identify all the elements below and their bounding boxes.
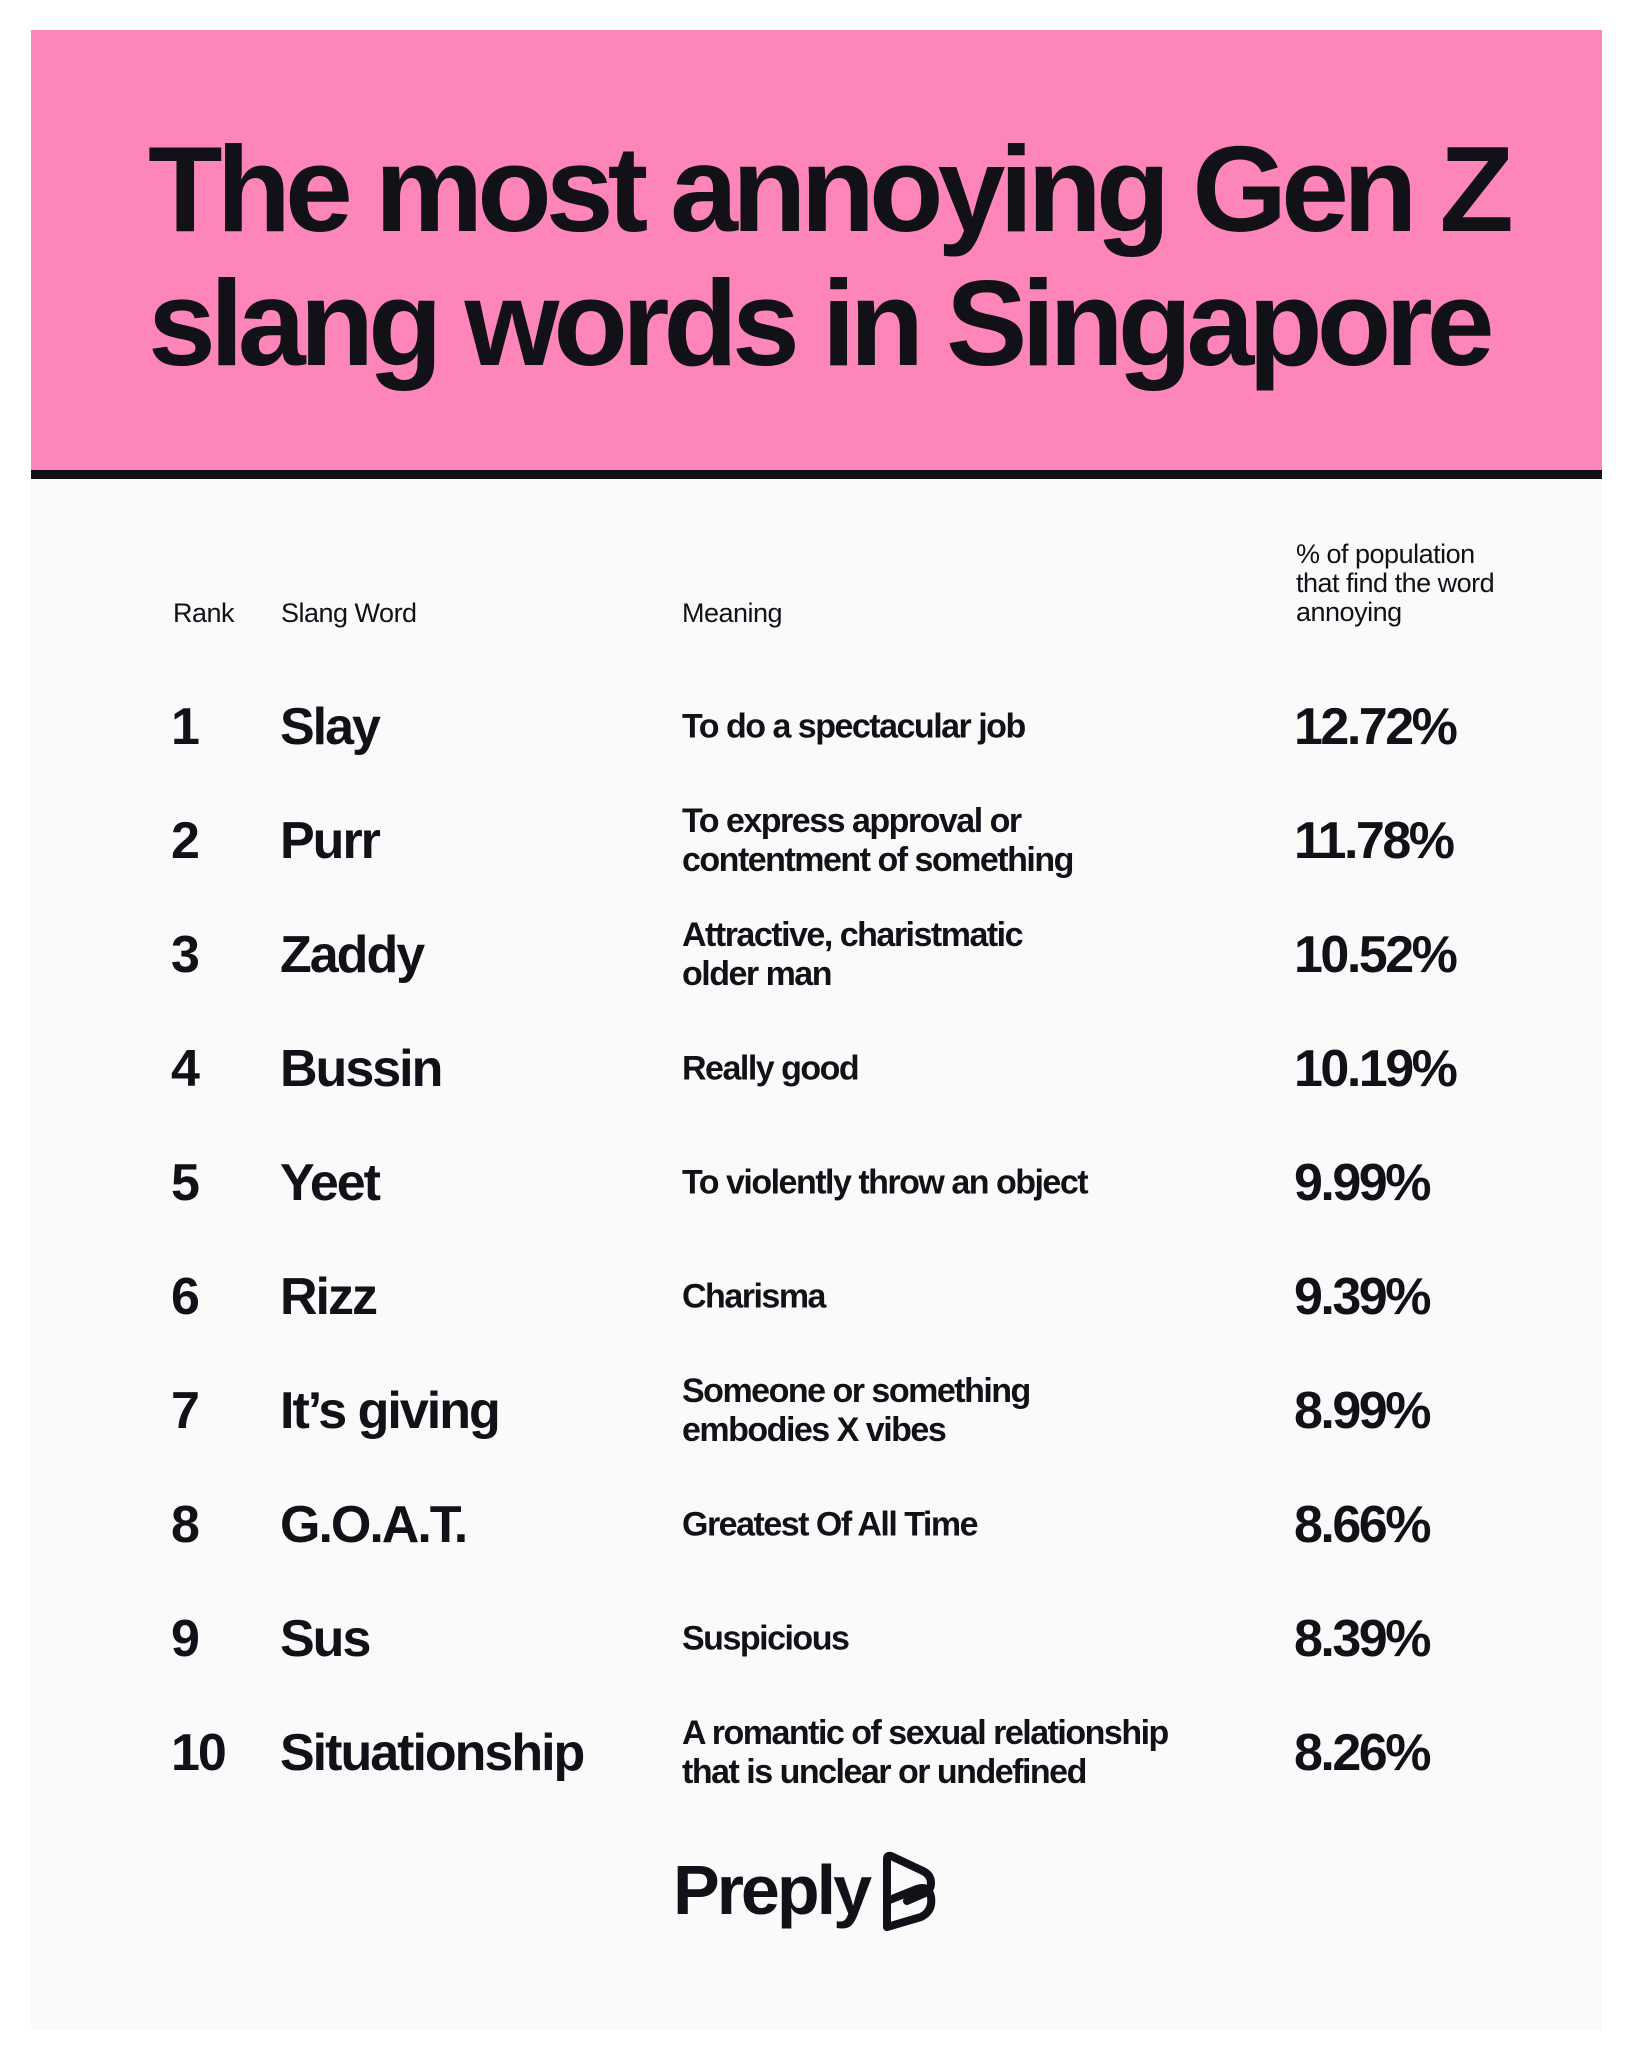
- meaning-line-2: contentment of something: [682, 841, 1073, 879]
- slang-word: It’s giving: [280, 1382, 499, 1440]
- slang-word: Zaddy: [280, 926, 424, 984]
- column-header-percentage-line-1: % of population: [1296, 539, 1475, 569]
- table-row: [31, 1354, 1602, 1468]
- table-row: [31, 1468, 1602, 1582]
- percentage-value: 8.99%: [1294, 1382, 1429, 1440]
- infographic-card: [31, 30, 1602, 2030]
- rank-number: 5: [171, 1154, 198, 1212]
- meaning-line-1: Really good: [682, 1049, 859, 1088]
- meaning-line-1: A romantic of sexual relationship: [682, 1714, 1168, 1752]
- meaning-text: [682, 1372, 1242, 1450]
- column-header-percentage-line-3: annoying: [1296, 597, 1402, 627]
- title-banner: [31, 30, 1602, 479]
- table-row: [31, 1012, 1602, 1126]
- meaning-text: [682, 1506, 1242, 1545]
- column-header-percentage: [1296, 540, 1556, 627]
- meaning-line-2: older man: [682, 955, 831, 993]
- meaning-line-1: Attractive, charistmatic: [682, 916, 1023, 954]
- percentage-value: 9.99%: [1294, 1154, 1429, 1212]
- meaning-text: [682, 1050, 1242, 1089]
- percentage-value: 8.26%: [1294, 1724, 1429, 1782]
- meaning-text: [682, 708, 1242, 747]
- table-row: [31, 670, 1602, 784]
- rank-number: 9: [171, 1610, 198, 1668]
- percentage-value: 10.19%: [1294, 1040, 1456, 1098]
- meaning-text: [682, 1714, 1242, 1792]
- slang-word: Yeet: [280, 1154, 379, 1212]
- percentage-value: 10.52%: [1294, 926, 1456, 984]
- meaning-text: [682, 802, 1242, 880]
- slang-word: Bussin: [280, 1040, 442, 1098]
- meaning-line-1: To violently throw an object: [682, 1163, 1088, 1202]
- title-line-2: slang words in Singapore: [148, 255, 1489, 391]
- column-header-meaning: Meaning: [682, 598, 783, 628]
- table-row: [31, 898, 1602, 1012]
- meaning-line-1: To express approval or: [682, 802, 1021, 840]
- rank-number: 7: [171, 1382, 198, 1440]
- page-title: [148, 122, 1548, 390]
- meaning-text: [682, 916, 1242, 994]
- rank-number: 2: [171, 812, 198, 870]
- rank-number: 6: [171, 1268, 198, 1326]
- rank-number: 10: [171, 1724, 225, 1782]
- rank-number: 8: [171, 1496, 198, 1554]
- percentage-value: 9.39%: [1294, 1268, 1429, 1326]
- slang-word: Sus: [280, 1610, 370, 1668]
- percentage-value: 8.39%: [1294, 1610, 1429, 1668]
- column-header-percentage-line-2: that find the word: [1296, 568, 1495, 598]
- brand-logo: [673, 1840, 939, 1940]
- percentage-value: 8.66%: [1294, 1496, 1429, 1554]
- column-header-rank: Rank: [173, 598, 235, 628]
- slang-word: Rizz: [280, 1268, 376, 1326]
- meaning-text: [682, 1164, 1242, 1203]
- percentage-value: 12.72%: [1294, 698, 1456, 756]
- meaning-text: [682, 1278, 1242, 1317]
- meaning-line-1: Greatest Of All Time: [682, 1505, 977, 1544]
- rank-number: 4: [171, 1040, 198, 1098]
- preply-logo-icon: [877, 1849, 939, 1931]
- meaning-line-1: Suspicious: [682, 1619, 849, 1658]
- table-row: [31, 784, 1602, 898]
- meaning-line-2: that is unclear or undefined: [682, 1753, 1086, 1791]
- slang-word: Purr: [280, 812, 379, 870]
- meaning-line-1: Someone or something: [682, 1372, 1030, 1410]
- meaning-line-1: Charisma: [682, 1277, 825, 1316]
- meaning-line-2: embodies X vibes: [682, 1411, 946, 1449]
- table-row: [31, 1582, 1602, 1696]
- slang-word: Situationship: [280, 1724, 584, 1782]
- meaning-line-1: To do a spectacular job: [682, 707, 1025, 746]
- meaning-text: [682, 1620, 1242, 1659]
- percentage-value: 11.78%: [1294, 812, 1453, 870]
- rank-number: 3: [171, 926, 198, 984]
- column-header-slang-word: Slang Word: [281, 598, 417, 628]
- title-line-1: The most annoying Gen Z: [148, 121, 1508, 257]
- table-row: [31, 1696, 1602, 1810]
- slang-word: G.O.A.T.: [280, 1496, 467, 1554]
- table-row: [31, 1126, 1602, 1240]
- brand-name: Preply: [673, 1851, 869, 1929]
- slang-word: Slay: [280, 698, 379, 756]
- rank-number: 1: [171, 698, 198, 756]
- table-row: [31, 1240, 1602, 1354]
